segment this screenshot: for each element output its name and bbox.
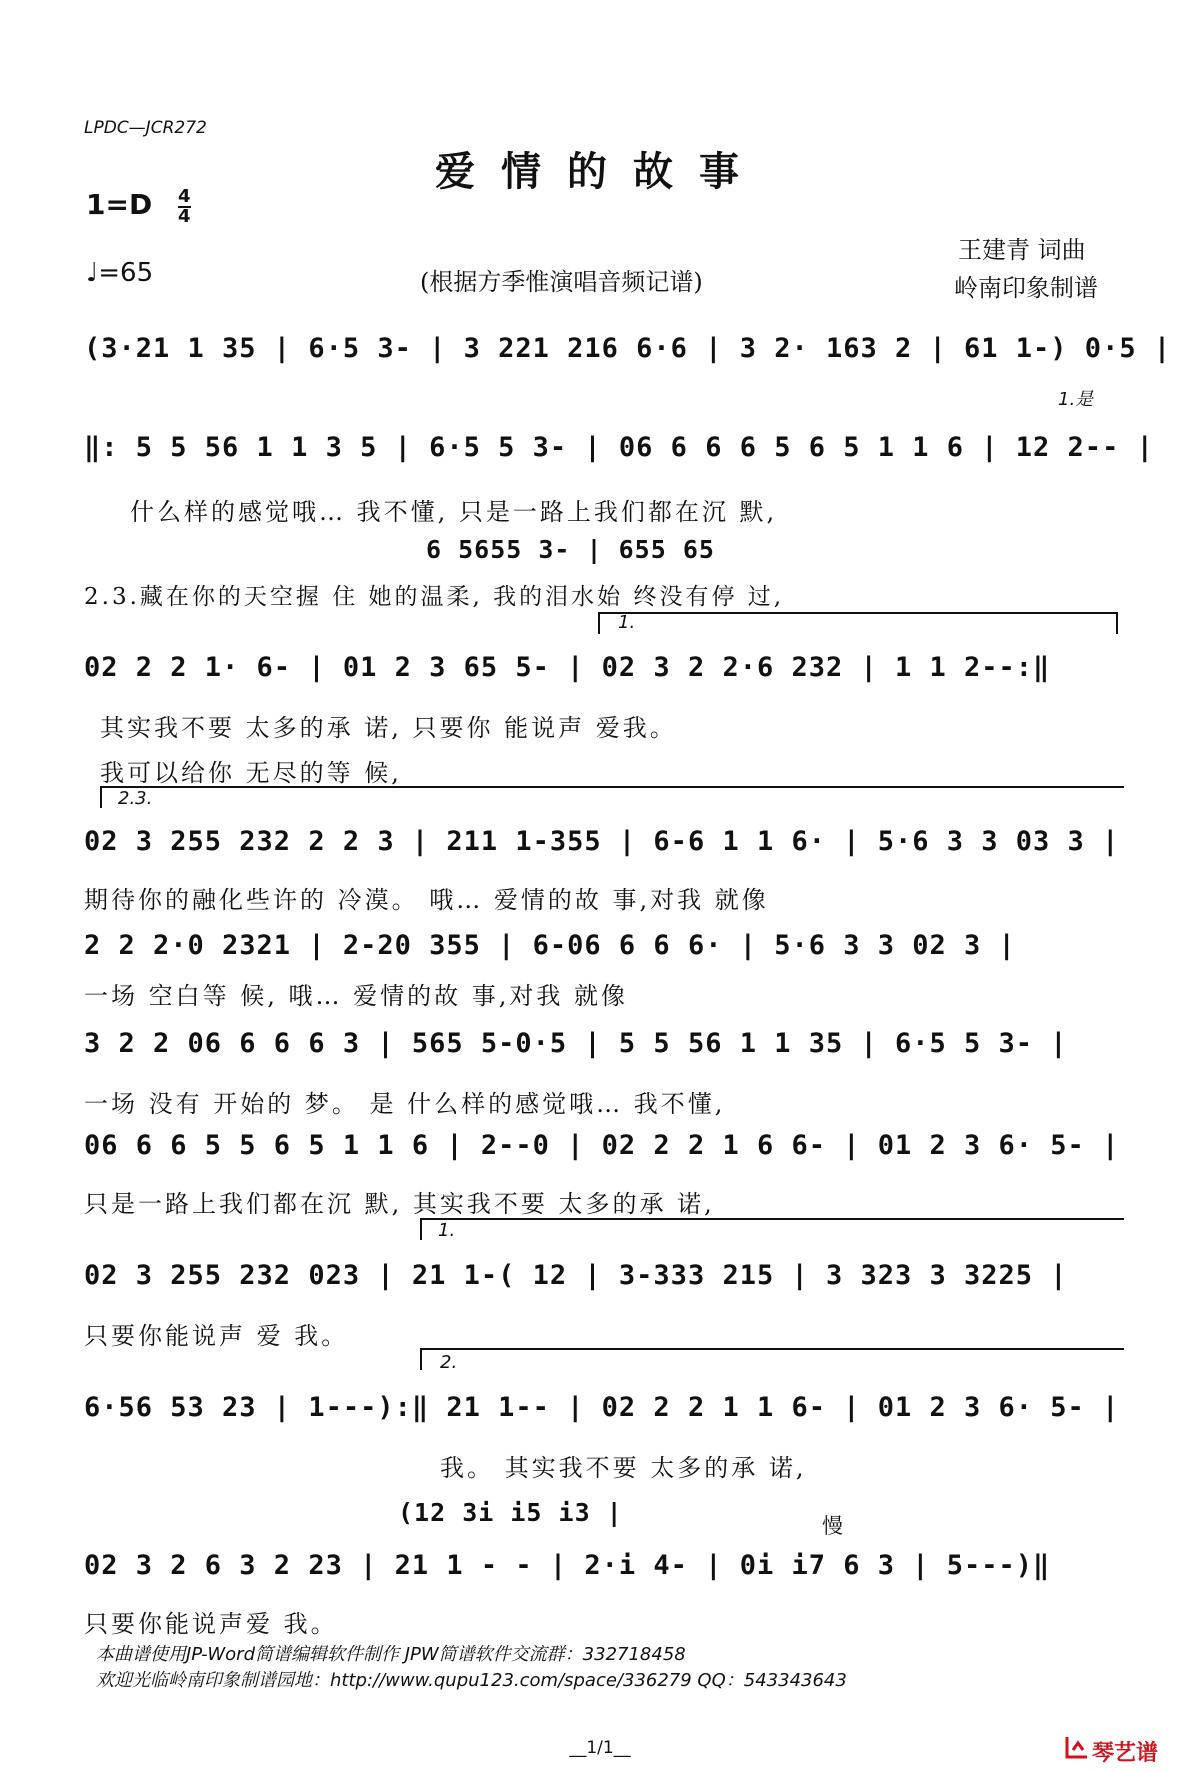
song-title: 爱情的故事 <box>435 148 765 195</box>
notation-row-2: ‖: 5 5 56 1 1 3 5 | 6·5 5 3- | 06 6 6 6 5 6 5 1 1 6 | 12 2-- | <box>84 432 1154 463</box>
notation-row-9: 02 3 255 232 023 | 21 1-( 12 | 3-333 215 | 3 323 3 3225 | <box>84 1260 1068 1291</box>
volta-bracket <box>598 612 1118 634</box>
tempo-direction: 慢 <box>822 1514 846 1538</box>
footer-line-1: 本曲谱使用JP-Word简谱编辑软件制作 JPW简谱软件交流群：332718458 <box>96 1644 686 1665</box>
volta-label: 1. <box>438 1220 456 1241</box>
lyric-row-10: 我。 其实我不要 太多的承 诺, <box>440 1454 807 1482</box>
site-logo: 琴艺谱 <box>1092 1741 1159 1766</box>
notation-row-6: 2 2 2·0 2321 | 2-20 355 | 6-06 6 6 6· | 5·6 3 3 02 3 | <box>84 930 1016 961</box>
lyric-row-3: 2.3.藏在你的天空握 住 她的温柔, 我的泪水始 终没有停 过, <box>84 584 785 610</box>
arranger-credit: 岭南印象制谱 <box>954 274 1098 302</box>
volta-bracket <box>420 1218 1124 1240</box>
ending-lyric-marker: 1.是 <box>1058 389 1094 410</box>
logo-icon <box>1064 1734 1090 1767</box>
notation-row-4: 02 2 2 1· 6- | 01 2 3 65 5- | 02 3 2 2·6 232 | 1 1 2--:‖ <box>84 652 1051 683</box>
time-top: 4 <box>178 186 191 207</box>
volta-bracket <box>420 1348 1124 1370</box>
notation-row-8: 06 6 6 5 5 6 5 1 1 6 | 2--0 | 02 2 2 1 6 6- | 01 2 3 6· 5- | <box>84 1130 1120 1161</box>
tempo-marking <box>86 258 153 288</box>
lyric-row-12: 只要你能说声爱 我。 <box>84 1610 338 1638</box>
lyric-row-4b: 我可以给你 无尽的等 候, <box>100 759 402 787</box>
notation-row-11: (12 3i i5 i3 | <box>398 1498 623 1527</box>
notation-row-5: 02 3 255 232 2 2 3 | 211 1-355 | 6-6 1 1 6· | 5·6 3 3 03 3 | <box>84 826 1120 857</box>
lyric-row-2: 什么样的感觉哦… 我不懂, 只是一路上我们都在沉 默, <box>130 498 778 526</box>
notation-row-7: 3 2 2 06 6 6 6 3 | 565 5-0·5 | 5 5 56 1 1 35 | 6·5 5 3- | <box>84 1028 1068 1059</box>
key-signature: 1=D <box>86 188 153 221</box>
lyric-row-7: 一场 没有 开始的 梦。 是 什么样的感觉哦… 我不懂, <box>84 1090 726 1118</box>
volta-label: 1. <box>618 612 636 633</box>
notation-row-1: (3·21 1 35 | 6·5 3- | 3 221 216 6·6 | 3 2· 163 2 | 61 1-) 0·5 | <box>84 333 1172 364</box>
time-signature <box>178 188 191 226</box>
tempo-value: =65 <box>98 258 154 288</box>
quarter-note-icon: ♩ <box>86 258 99 288</box>
lyric-row-6: 一场 空白等 候, 哦… 爱情的故 事,对我 就像 <box>84 982 629 1010</box>
footer-line-2: 欢迎光临岭南印象制谱园地：http://www.qupu123.com/space/336279 QQ：543343643 <box>96 1670 847 1691</box>
lyric-row-4a: 其实我不要 太多的承 诺, 只要你 能说声 爱我。 <box>100 714 677 742</box>
lyric-row-8: 只是一路上我们都在沉 默, 其实我不要 太多的承 诺, <box>84 1190 715 1218</box>
volta-label: 2. <box>440 1352 458 1373</box>
score-code: LPDC—JCR272 <box>84 118 207 138</box>
notation-row-3: 6 5655 3- | 655 65 <box>426 535 715 564</box>
lyric-row-5: 期待你的融化些许的 冷漠。 哦… 爱情的故 事,对我 就像 <box>84 886 769 914</box>
page-number: __1/1__ <box>569 1738 631 1758</box>
lyric-row-9: 只要你能说声 爱 我。 <box>84 1322 349 1350</box>
volta-label: 2.3. <box>118 788 153 809</box>
notation-row-10: 6·56 53 23 | 1---):‖ 21 1-- | 02 2 2 1 1 6- | 01 2 3 6· 5- | <box>84 1392 1120 1423</box>
time-bottom: 4 <box>178 206 191 227</box>
transcription-source: (根据方季惟演唱音频记谱) <box>420 268 703 296</box>
volta-bracket <box>100 786 1124 808</box>
author-credit: 王建青 词曲 <box>958 236 1086 264</box>
notation-row-12: 02 3 2 6 3 2 23 | 21 1 - - | 2·i 4- | 0i i7 6 3 | 5---)‖ <box>84 1550 1051 1581</box>
